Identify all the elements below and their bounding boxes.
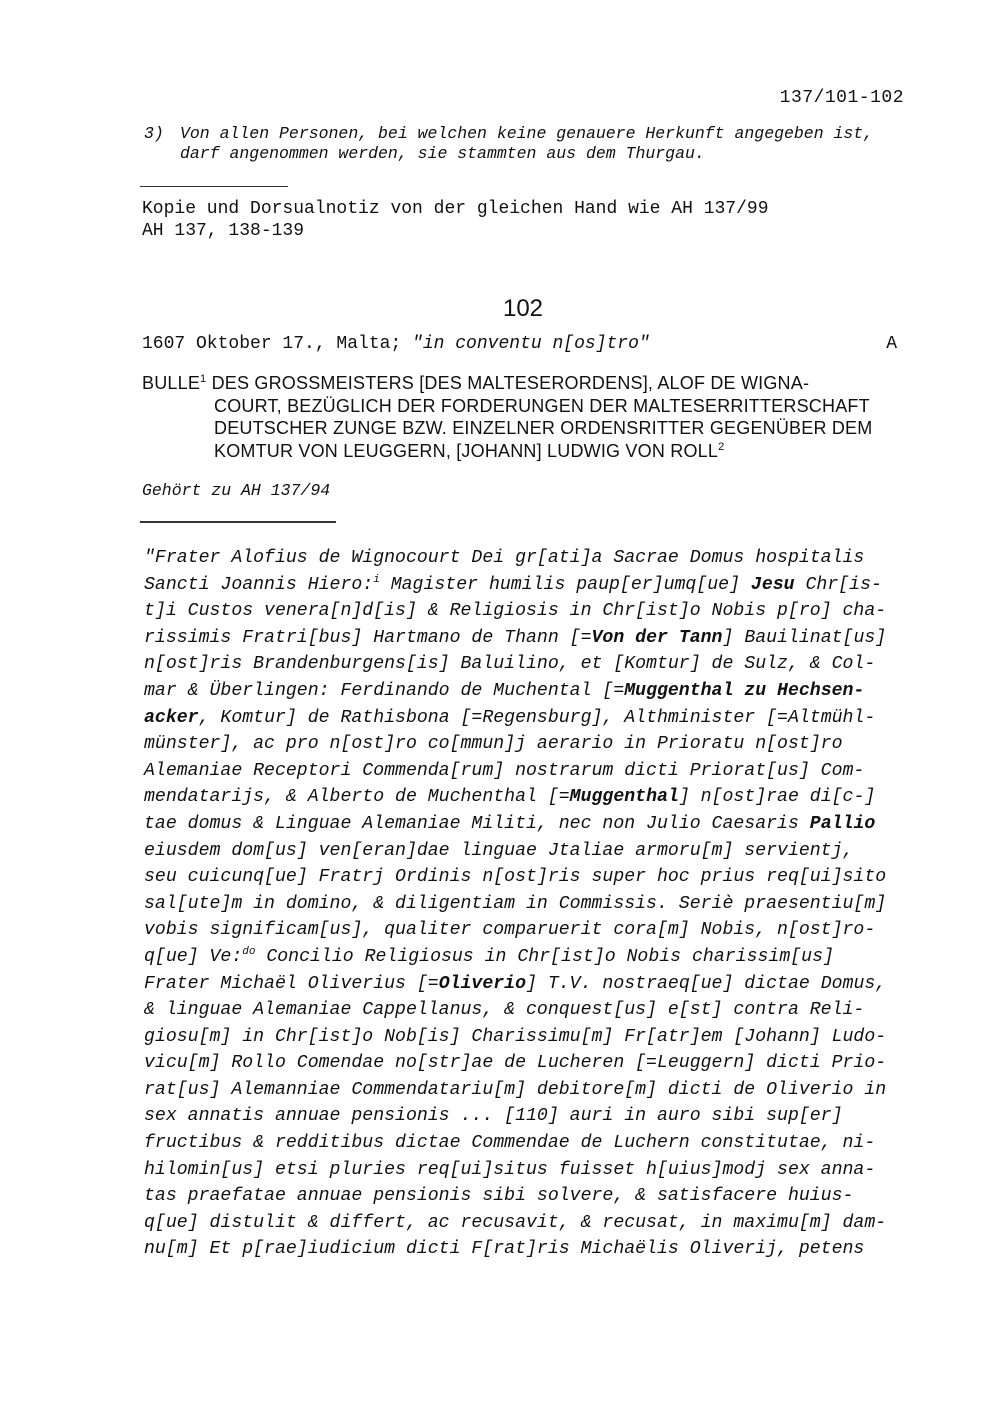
divider: [140, 521, 336, 523]
divider: [140, 186, 288, 187]
text-line: sex annatis annuae pensionis ... [110] auri in auro sibi sup[er]: [144, 1106, 843, 1127]
text-line: n[ost]ris Brandenburgens[is] Baluilino, et [Komtur] de Sulz, & Col-: [144, 654, 876, 675]
text-line: "Frater Alofius de Wignocourt Dei gr[ati]a Sacrae Domus hospitalis: [144, 548, 865, 568]
text-line: hilomin[us] etsi pluries req[ui]situs fuisset h[uius]modj sex anna-: [144, 1159, 876, 1180]
emphasis: Pallio: [809, 813, 876, 834]
footnote-number: 3): [144, 124, 164, 143]
text-line: acker, Komtur] de Rathisbona [=Regensburg], Althminister [=Altmühl-: [144, 707, 876, 728]
copy-note: [142, 198, 769, 242]
text-line: tae domus & Linguae Alemaniae Militi, nec non Julio Caesaris Pallio: [144, 813, 876, 834]
text-line: q[ue] Ve:$^{do}$ Concilio Religiosus in Chr[ist]o Nobis charissim[us]: [144, 945, 834, 967]
text-line: eiusdem dom[us] ven[eran]dae linguae Jtaliae armoru[m] servientj,: [144, 840, 854, 861]
text-line: Frater Michaël Oliverius [=Oliverio] T.V. nostraeq[ue] dictae Domus,: [144, 973, 887, 994]
date-place: 1607 Oktober 17., Malta;: [142, 334, 413, 354]
classification-letter: A: [886, 334, 897, 354]
document-title: [142, 372, 906, 462]
footnote-marker: 2: [718, 440, 725, 453]
emphasis: Muggenthal zu Hechsen-: [624, 680, 865, 701]
footnote: [144, 124, 904, 164]
page-reference: 137/101-102: [779, 88, 904, 108]
superscript: do: [242, 945, 256, 958]
text-line: sal[ute]m in domino, & diligentiam in Commissis. Seriè praesentiu[m]: [144, 893, 887, 914]
belongs-to-note: Gehört zu AH 137/94: [142, 481, 331, 500]
title-line: DEUTSCHER ZUNGE BZW. EINZELNER ORDENSRITTER GEGENÜBER DEM: [214, 418, 873, 438]
date-line: [142, 334, 650, 354]
text-line: vicu[m] Rollo Comendae no[str]ae de Lucheren [=Leuggern] dicti Prio-: [144, 1053, 887, 1074]
emphasis: Jesu: [750, 574, 795, 595]
transcription-text: [144, 545, 914, 1263]
text-line: giosu[m] in Chr[ist]o Nob[is] Charissimu[m] Fr[atr]em [Johann] Ludo-: [144, 1026, 887, 1047]
text-line: t]i Custos venera[n]d[is] & Religiosis in Chr[ist]o Nobis p[ro] cha-: [144, 601, 887, 622]
text-line: & linguae Alemaniae Cappellanus, & conquest[us] e[st] contra Reli-: [144, 1000, 865, 1021]
text-line: Alemaniae Receptori Commenda[rum] nostrarum dicti Priorat[us] Com-: [144, 760, 865, 781]
copy-note-line: Kopie und Dorsualnotiz von der gleichen Hand wie AH 137/99: [142, 199, 769, 219]
title-text: DES GROSSMEISTERS [DES MALTESERORDENS], ALOF DE WIGNA-: [206, 373, 810, 393]
emphasis: Von der Tann: [591, 627, 723, 648]
text-line: mendatarijs, & Alberto de Muchenthal [=Muggenthal] n[ost]rae di[c-]: [144, 787, 876, 808]
document-number: 102: [502, 295, 544, 322]
copy-note-line: AH 137, 138-139: [142, 221, 305, 241]
footnote-marker: 1: [200, 373, 207, 385]
text-line: rissimis Fratri[bus] Hartmano de Thann [=Von der Tann] Bauilinat[us]: [144, 627, 887, 648]
title-text: KOMTUR VON LEUGGERN, [JOHANN] LUDWIG VON ROLL: [214, 440, 719, 461]
text-line: mar & Überlingen: Ferdinando de Muchental [=Muggenthal zu Hechsen-: [144, 680, 865, 701]
text-line: fructibus & redditibus dictae Commendae de Luchern constitutae, ni-: [144, 1133, 876, 1154]
emphasis: Muggenthal: [569, 787, 679, 808]
emphasis: Oliverio: [438, 973, 527, 994]
text-line: münster], ac pro n[ost]ro co[mmun]j aerario in Prioratu n[ost]ro: [144, 734, 843, 755]
text-line: seu cuicunq[ue] Fratrj Ordinis n[ost]ris super hoc prius req[ui]sito: [144, 867, 887, 888]
text-line: nu[m] Et p[rae]iudicium dicti F[rat]ris Michaëlis Oliverij, petens: [144, 1239, 865, 1260]
title-line: COURT, BEZÜGLICH DER FORDERUNGEN DER MALTESERRITTERSCHAFT: [214, 395, 870, 416]
footnote-line: Von allen Personen, bei welchen keine genauere Herkunft angegeben ist,: [180, 124, 874, 143]
superscript: i: [373, 573, 380, 586]
footnote-line: darf angenommen werden, sie stammten aus dem Thurgau.: [180, 144, 705, 163]
text-line: rat[us] Alemanniae Commendatariu[m] debitore[m] dicti de Oliverio in: [144, 1079, 887, 1100]
title-text: BULLE: [142, 373, 201, 393]
text-line: vobis significam[us], qualiter comparuerit cora[m] Nobis, n[ost]ro-: [144, 920, 876, 941]
text-line: tas praefatae annuae pensionis sibi solvere, & satisfacere huius-: [144, 1186, 854, 1207]
date-quote: "in conventu n[os]tro": [412, 334, 650, 354]
text-line: Sancti Joannis Hiero:$^i$ Magister humilis paup[er]umq[ue] Jesu Chr[is-: [144, 573, 882, 595]
emphasis: acker: [144, 707, 199, 728]
text-line: q[ue] distulit & differt, ac recusavit, & recusat, in maximu[m] dam-: [144, 1212, 887, 1233]
